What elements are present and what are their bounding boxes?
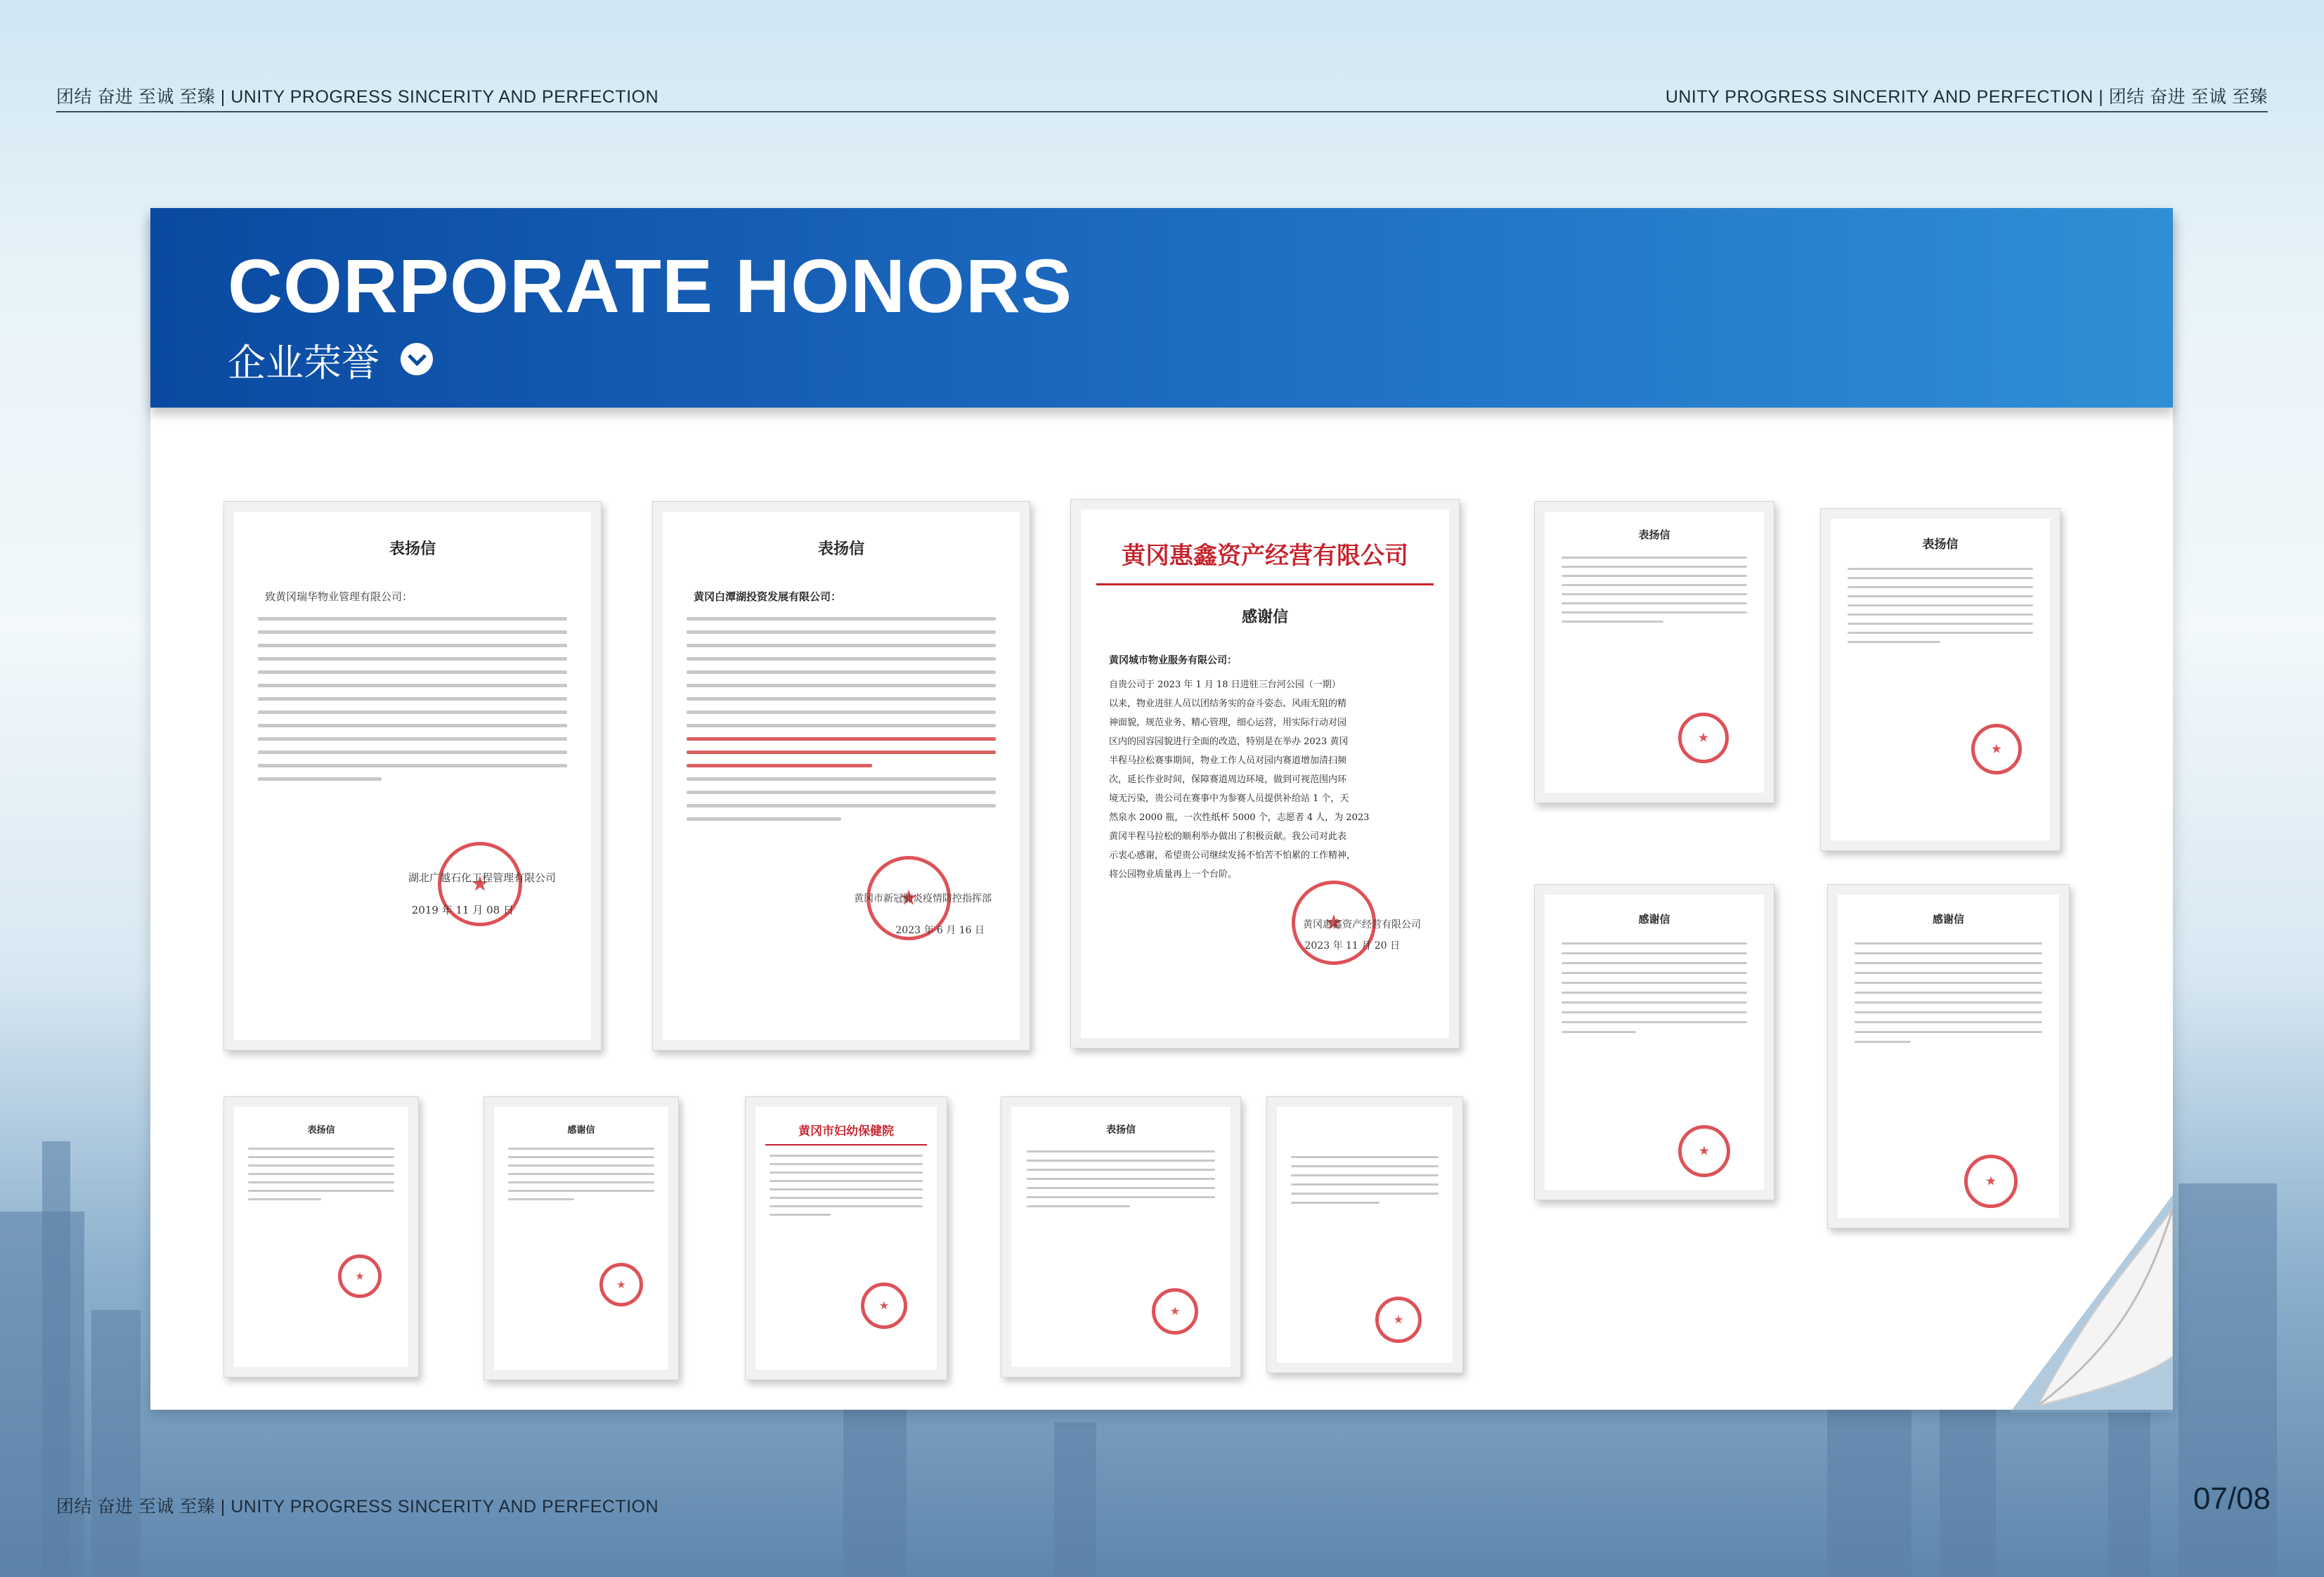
- banner-title: CORPORATE HONORS: [228, 243, 1073, 328]
- red-seal: [1375, 1297, 1422, 1343]
- red-seal: [1152, 1288, 1198, 1335]
- honor-document-8: [223, 1096, 419, 1377]
- doc-title: 表扬信: [307, 1125, 335, 1136]
- doc-body-line: 将公园物业质量再上一个台阶。: [1109, 869, 1238, 880]
- page-number: 07/08: [2193, 1481, 2271, 1516]
- doc-title: 表扬信: [1922, 538, 1959, 552]
- red-seal: [338, 1254, 382, 1298]
- honor-document-11: [1001, 1096, 1241, 1377]
- doc-body-line: 神面貌，规范业务、精心管理，细心运营，用实际行动对园: [1109, 718, 1347, 728]
- top-right-tagline: UNITY PROGRESS SINCERITY AND PERFECTION | 团结 奋进 至诚 至臻: [1665, 87, 2268, 107]
- doc-title: 表扬信: [389, 540, 436, 558]
- banner-subtitle: 企业荣誉: [228, 342, 379, 384]
- honor-document-9: [483, 1096, 679, 1380]
- doc-title: 表扬信: [1106, 1124, 1136, 1136]
- doc-date: 2023 年 6 月 16 日: [895, 925, 985, 936]
- honor-document-7: [1827, 884, 2070, 1228]
- red-seal: [1971, 724, 2022, 774]
- page-curl-decoration: [2010, 1195, 2173, 1413]
- top-left-tagline: 团结 奋进 至诚 至臻 | UNITY PROGRESS SINCERITY AND PERFECTION: [56, 87, 659, 107]
- honor-document-2: [652, 501, 1030, 1051]
- doc-body-line: 然泉水 2000 瓶，一次性纸杯 5000 个，志愿者 4 人，为 2023: [1109, 812, 1370, 823]
- doc-title: 感谢信: [567, 1125, 595, 1136]
- doc-date: 2019 年 11 月 08 日: [411, 904, 514, 916]
- honor-document-1: [223, 501, 602, 1051]
- doc-body-line: 次，延长作业时间，保障赛道周边环境，做到可视范围内环: [1109, 774, 1347, 785]
- doc-body-line: 示衷心感谢，希望贵公司继续发扬不怕苦不怕累的工作精神，: [1109, 850, 1356, 861]
- red-seal: [599, 1263, 643, 1306]
- chevron-down-icon: [401, 343, 433, 375]
- doc-body-line: 半程马拉松赛事期间，物业工作人员对园内赛道增加清扫频: [1109, 755, 1347, 766]
- doc-body-line: 境无污染，贵公司在赛事中为参赛人员提供补给站 1 个，天: [1109, 793, 1349, 804]
- doc-date: 2023 年 11 月 20 日: [1304, 940, 1400, 952]
- doc-body-line: 自贵公司于 2023 年 1 月 18 日进驻三台河公园（一期）: [1109, 680, 1341, 690]
- honor-document-3: [1070, 499, 1460, 1049]
- doc-signer: 湖北广越石化工程管理有限公司: [408, 871, 556, 884]
- honor-document-10: [745, 1096, 947, 1380]
- doc-body-line: 以来，物业进驻人员以团结务实的奋斗姿态、风雨无阻的精: [1109, 699, 1347, 709]
- doc-org-header: 黄冈惠鑫资产经营有限公司: [1122, 542, 1408, 570]
- red-seal: [861, 1283, 907, 1329]
- doc-body-line: 黄冈半程马拉松的顺利举办做出了积极贡献。我公司对此表: [1109, 831, 1347, 842]
- doc-signer: 黄冈惠鑫资产经营有限公司: [1303, 919, 1421, 930]
- doc-signer: 黄冈市新冠肺炎疫情防控指挥部: [854, 893, 992, 904]
- red-seal: [1678, 1125, 1730, 1177]
- top-tagline-bar: [56, 83, 2268, 112]
- doc-title: 感谢信: [1241, 608, 1288, 626]
- red-seal: [1678, 713, 1729, 763]
- doc-title: 表扬信: [817, 540, 864, 558]
- doc-title: 感谢信: [1932, 913, 1964, 926]
- honor-document-5: [1820, 508, 2060, 851]
- doc-org-header: 黄冈市妇幼保健院: [798, 1124, 894, 1138]
- doc-salutation: 黄冈城市物业服务有限公司：: [1109, 655, 1237, 666]
- honor-document-6: [1534, 884, 1774, 1200]
- doc-body-line: 区内的园容园貌进行全面的改造，特别是在举办 2023 黄冈: [1109, 736, 1349, 747]
- doc-salutation: 致黄冈瑞华物业管理有限公司：: [265, 590, 413, 603]
- banner: [150, 208, 2173, 408]
- footer-tagline: 团结 奋进 至诚 至臻 | UNITY PROGRESS SINCERITY AND PERFECTION: [56, 1497, 659, 1517]
- doc-salutation: 黄冈白潭湖投资发展有限公司：: [694, 590, 842, 603]
- doc-title: 感谢信: [1638, 913, 1670, 926]
- honor-document-4: [1534, 501, 1774, 803]
- doc-title: 表扬信: [1638, 528, 1670, 541]
- honor-document-12: [1266, 1096, 1463, 1373]
